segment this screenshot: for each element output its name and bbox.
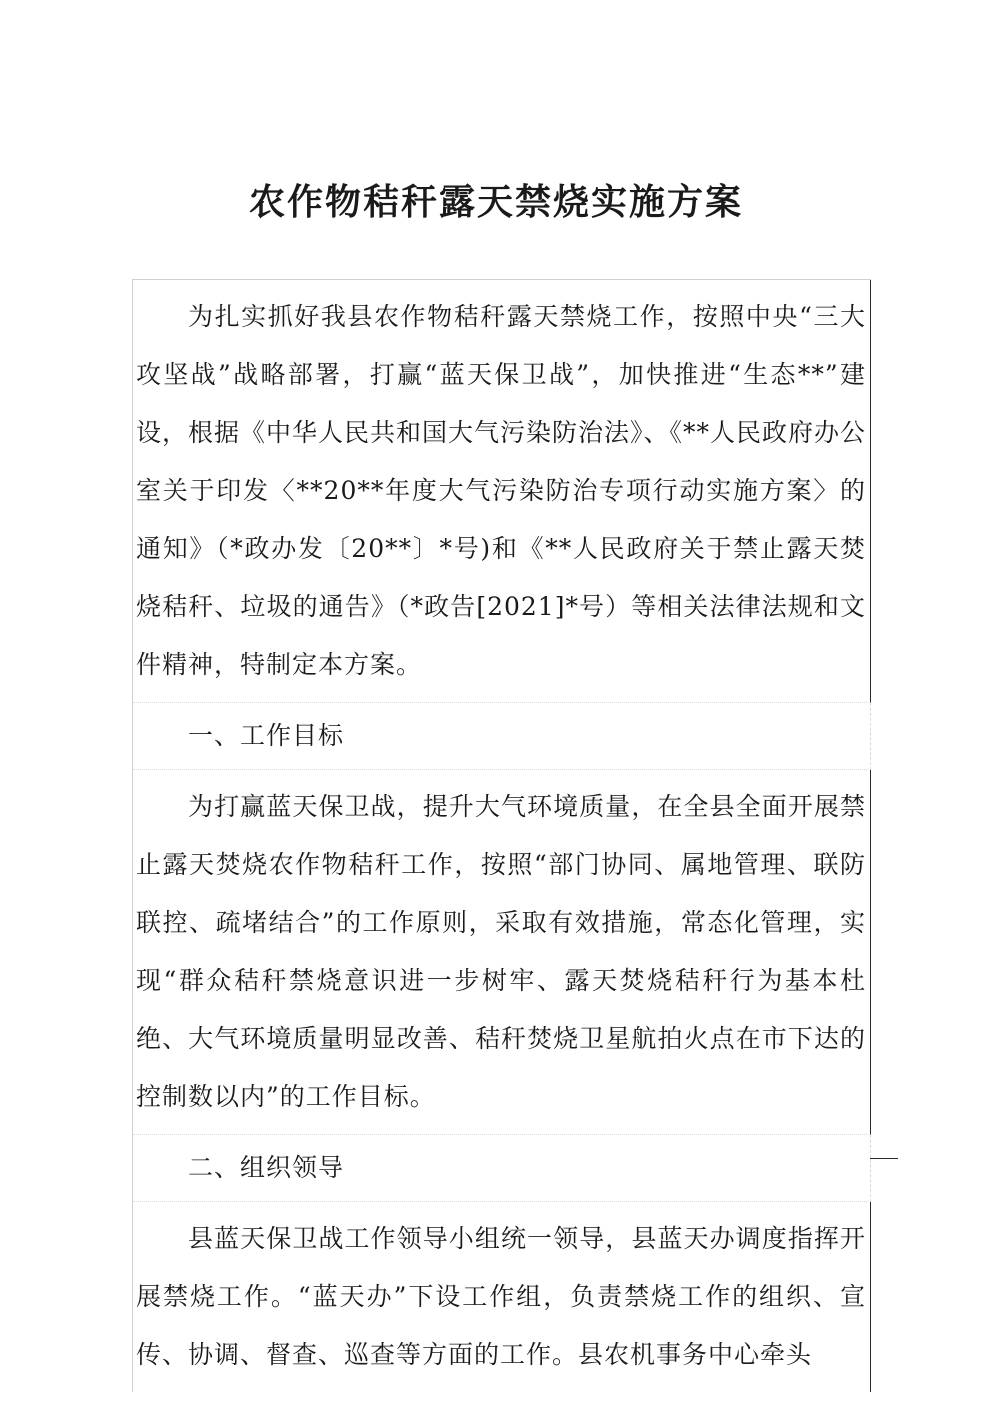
section-heading-goals: 一、工作目标 (133, 703, 871, 770)
document-title: 农作物秸秆露天禁烧实施方案 (248, 182, 743, 223)
goals-paragraph: 为打赢蓝天保卫战，提升大气环境质量，在全县全面开展禁止露天焚烧农作物秸秆工作，按照“部门协同、属地管理、联防联控、疏堵结合”的工作原则，采取有效措施，常态化管理，实现“群众秸秆禁烧意识进一步树牢、露天焚烧秸秆行为基本杜绝、大气环境质量明显改善、秸秆焚烧卫星航拍火点在市下达的控制数以内”的工作目标。 (133, 770, 871, 1135)
document-body (132, 279, 871, 1392)
section-heading-leadership: 二、组织领导 (133, 1135, 871, 1202)
leadership-paragraph: 县蓝天保卫战工作领导小组统一领导，县蓝天办调度指挥开展禁烧工作。“蓝天办”下设工作组，负责禁烧工作的组织、宣传、协调、督查、巡查等方面的工作。县农机事务中心牵头 (133, 1202, 871, 1392)
intro-paragraph: 为扎实抓好我县农作物秸秆露天禁烧工作，按照中央“三大攻坚战”战略部署，打赢“蓝天保卫战”，加快推进“生态**”建设，根据《中华人民共和国大气污染防治法》、《**人民政府办公室关于印发〈**20**年度大气污染防治专项行动实施方案〉的通知》（*政办发〔20**〕*号)和《**人民政府关于禁止露天焚烧秸秆、垃圾的通告》（*政告[2021]*号）等相关法律法规和文件精神，特制定本方案。 (133, 280, 871, 703)
margin-mark (870, 1158, 898, 1159)
